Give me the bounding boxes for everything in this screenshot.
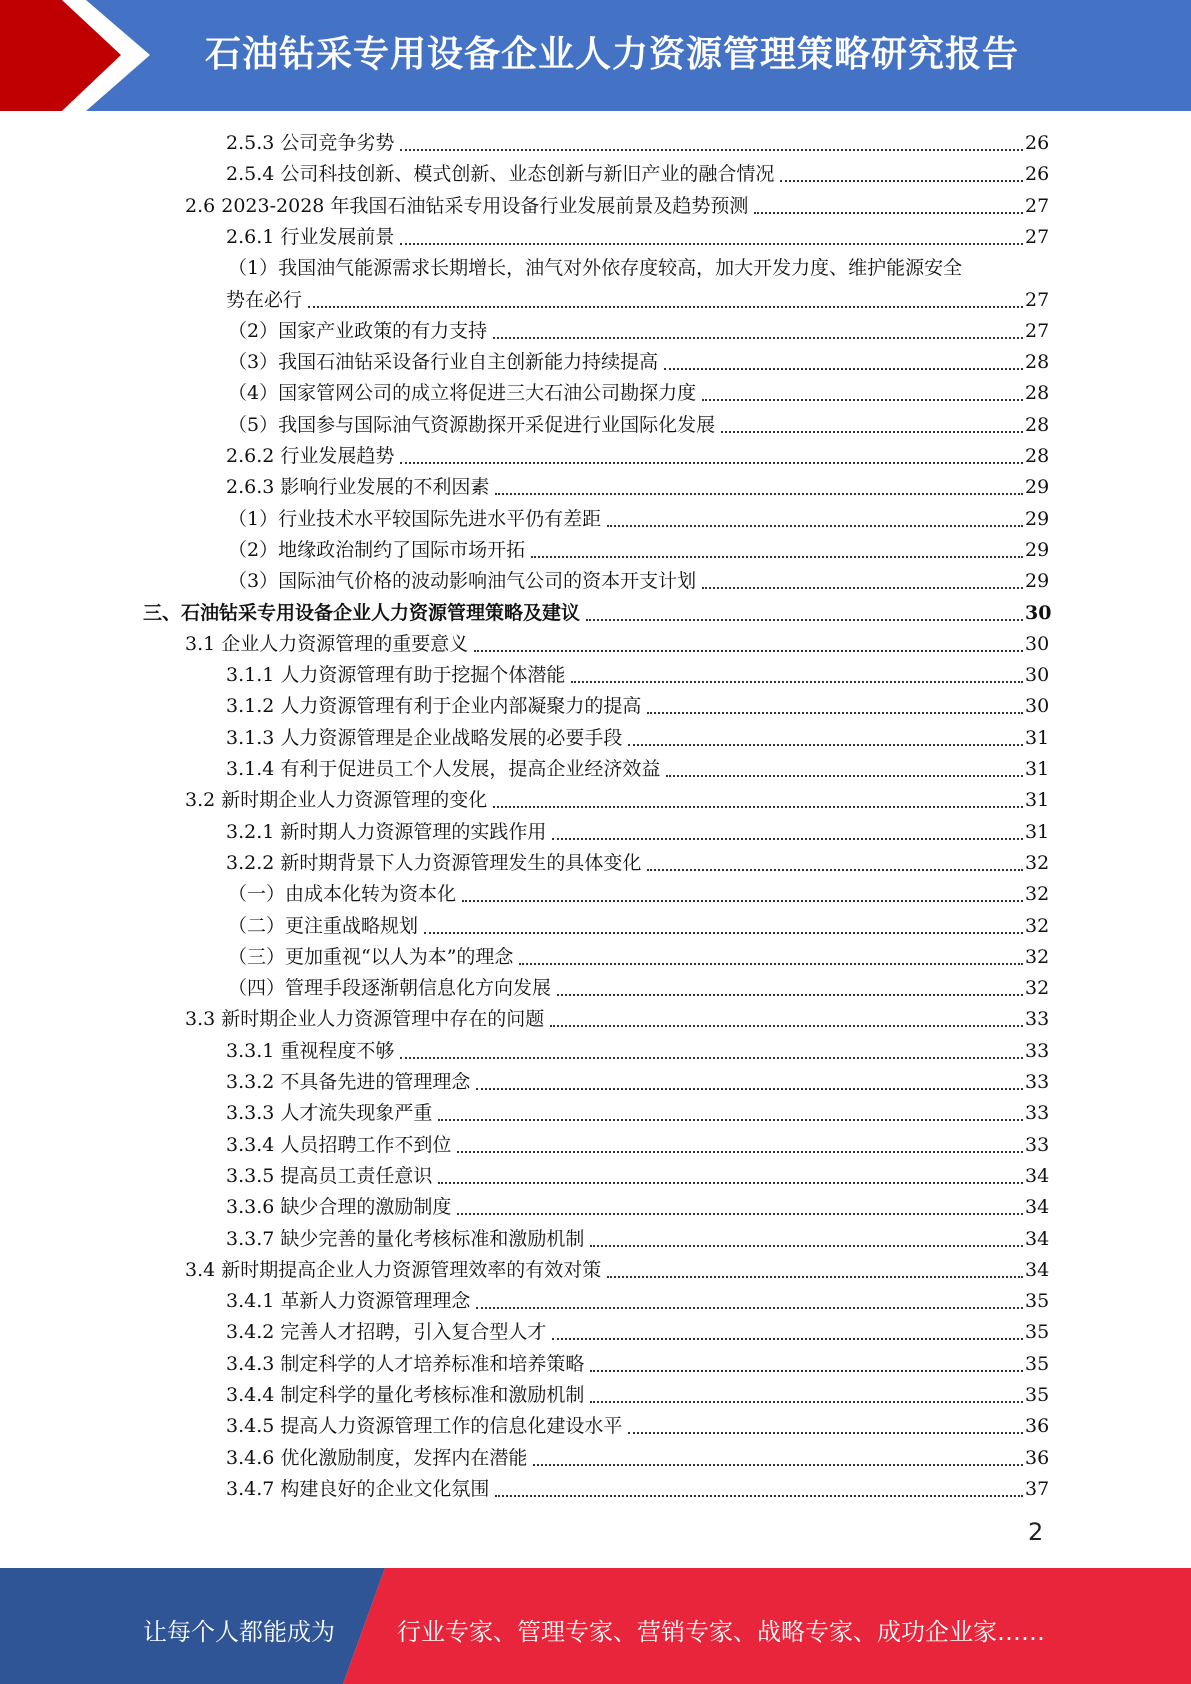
toc-entry[interactable] [226,723,1050,754]
toc-entry-title: 2.5.3 公司竞争劣势 [226,132,395,154]
toc-page-number: 32 [1025,914,1050,937]
toc-page-number: 30 [1025,695,1050,718]
toc-entry[interactable] [185,1255,1050,1286]
toc-dot-leader [647,712,1023,714]
toc-entry[interactable] [185,785,1050,816]
toc-dot-leader [590,1401,1023,1403]
toc-dot-leader [557,994,1023,996]
toc-page-number: 33 [1025,1008,1050,1031]
toc-entry[interactable] [228,535,1050,566]
toc-entry-title: 3.4.4 制定科学的量化考核标准和激励机制 [226,1384,585,1406]
toc-page-number: 27 [1025,194,1050,217]
toc-entry-title: （3）我国石油钻采设备行业自主创新能力持续提高 [228,351,659,374]
toc-dot-leader [780,180,1023,182]
toc-page-number: 28 [1025,413,1050,436]
toc-page-number: 33 [1025,1071,1050,1093]
toc-entry[interactable] [228,566,1050,597]
toc-dot-leader [400,462,1023,464]
toc-dot-leader [400,149,1023,151]
toc-page-number: 27 [1025,288,1050,311]
toc-entry-title: 3.4.7 构建良好的企业文化氛围 [226,1477,490,1500]
toc-dot-leader [519,963,1023,965]
toc-entry-title: （1）行业技术水平较国际先进水平仍有差距 [228,507,602,530]
toc-dot-leader [495,1495,1023,1497]
toc-page-number: 26 [1025,132,1050,154]
toc-entry-title: 3.4.2 完善人才招聘，引入复合型人才 [226,1321,547,1344]
toc-dot-leader [607,525,1023,527]
toc-entry-title: （4）国家管网公司的成立将促进三大石油公司勘探力度 [228,382,697,405]
toc-entry[interactable] [228,879,1050,910]
toc-page-number: 36 [1025,1446,1050,1469]
toc-dot-leader [400,243,1023,245]
toc-page-number: 32 [1025,851,1050,874]
toc-entry[interactable] [226,1098,1050,1129]
toc-page-number: 27 [1025,225,1050,248]
toc-dot-leader [552,1338,1023,1340]
toc-dot-leader [495,493,1023,495]
report-footer [0,1568,1191,1684]
toc-entry[interactable] [185,191,1050,222]
toc-page-number: 26 [1025,163,1050,186]
toc-entry[interactable] [226,285,1050,316]
toc-dot-leader [607,1276,1023,1278]
toc-entry-title: 3.1.4 有利于促进员工个人发展，提高企业经济效益 [226,758,661,780]
toc-dot-leader [476,1307,1023,1309]
toc-page-number: 31 [1025,758,1050,780]
toc-page-number: 31 [1025,789,1050,812]
toc-dot-leader [571,681,1023,683]
toc-page-number: 30 [1025,601,1052,624]
page-number: 2 [1028,1518,1044,1546]
toc-dot-leader [308,306,1023,308]
toc-entry[interactable] [226,1443,1050,1474]
toc-page-number: 31 [1025,726,1050,749]
toc-page-number: 28 [1025,445,1050,467]
report-header [0,0,1191,111]
toc-entry[interactable] [226,1036,1050,1067]
toc-entry-title: 2.6.2 行业发展趋势 [226,445,395,467]
toc-entry-title: 3.4.6 优化激励制度，发挥内在潜能 [226,1446,528,1469]
toc-dot-leader [438,1119,1023,1121]
toc-entry[interactable] [185,629,1050,660]
toc-entry[interactable] [228,911,1050,942]
toc-dot-leader [424,932,1023,934]
toc-dot-leader [400,1057,1023,1059]
toc-entry[interactable] [185,1004,1050,1035]
toc-entry-title: 2.6 2023-2028 年我国石油钻采专用设备行业发展前景及趋势预测 [185,194,749,217]
toc-entry-title: 2.6.1 行业发展前景 [226,225,395,248]
toc-page-number: 36 [1025,1415,1050,1438]
toc-entry[interactable] [143,598,1052,629]
toc-entry-title: 三、石油钻采专用设备企业人力资源管理策略及建议 [143,601,581,624]
toc-dot-leader [666,775,1023,777]
toc-page-number: 30 [1025,664,1050,687]
toc-entry[interactable] [226,1474,1050,1505]
toc-entry[interactable] [226,1224,1050,1255]
toc-dot-leader [438,1182,1023,1184]
toc-entry[interactable] [226,1286,1050,1317]
toc-entry-title: （一）由成本化转为资本化 [228,883,457,906]
toc-entry[interactable] [228,316,1050,347]
toc-dot-leader [721,431,1023,433]
toc-entry[interactable] [226,128,1050,159]
toc-entry-title: （四）管理手段逐渐朝信息化方向发展 [228,977,552,1000]
toc-dot-leader [493,337,1023,339]
toc-entry-title: 3.4.5 提高人力资源管理工作的信息化建设水平 [226,1415,623,1438]
toc-entry[interactable] [226,1317,1050,1348]
toc-entry-title: 3.2 新时期企业人力资源管理的变化 [185,789,488,812]
toc-page-number: 29 [1025,476,1050,499]
toc-entry[interactable] [226,1192,1050,1223]
toc-page-number: 29 [1025,507,1050,530]
toc-entry-title: 3.1.2 人力资源管理有利于企业内部凝聚力的提高 [226,695,642,718]
toc-entry-title: （三）更加重视“以人为本”的理念 [228,945,514,968]
toc-page-number: 33 [1025,1039,1050,1062]
toc-dot-leader [702,399,1023,401]
toc-entry[interactable] [226,848,1050,879]
toc-dot-leader [590,1245,1023,1247]
toc-entry-title: （3）国际油气价格的波动影响油气公司的资本开支计划 [228,570,697,593]
toc-entry[interactable] [226,754,1050,785]
toc-page-number: 32 [1025,883,1050,906]
toc-entry[interactable] [226,691,1050,722]
toc-page-number: 29 [1025,570,1050,593]
toc-entry-title: 3.2.2 新时期背景下人力资源管理发生的具体变化 [226,851,642,874]
toc-entry-title: （2）国家产业政策的有力支持 [228,319,488,342]
toc-dot-leader [533,1464,1023,1466]
toc-entry-title: 3.2.1 新时期人力资源管理的实践作用 [226,820,547,843]
toc-entry-title: 3.3.3 人才流失现象严重 [226,1102,433,1125]
toc-entry[interactable] [228,347,1050,378]
toc-dot-leader [531,556,1023,558]
toc-page-number: 32 [1025,977,1050,1000]
toc-entry[interactable] [226,1380,1050,1411]
toc-entry[interactable] [226,817,1050,848]
toc-entry-title: （5）我国参与国际油气资源勘探开采促进行业国际化发展 [228,413,716,436]
toc-entry[interactable] [228,410,1050,441]
toc-entry[interactable] [226,472,1050,503]
toc-page-number: 31 [1025,820,1050,843]
toc-dot-leader [476,1088,1023,1090]
toc-entry[interactable] [226,1130,1050,1161]
toc-page-number: 32 [1025,945,1050,968]
toc-page-number: 28 [1025,351,1050,374]
toc-page-number: 27 [1025,319,1050,342]
toc-dot-leader [628,1432,1023,1434]
toc-entry-title: 3.3 新时期企业人力资源管理中存在的问题 [185,1008,545,1031]
toc-entry-title: 3.4.3 制定科学的人才培养标准和培养策略 [226,1352,585,1375]
toc-entry-title: 3.1.3 人力资源管理是企业战略发展的必要手段 [226,726,623,749]
toc-dot-leader [647,869,1023,871]
toc-page-number: 35 [1025,1321,1050,1344]
toc-entry-title: （二）更注重战略规划 [228,914,419,937]
toc-page-number: 34 [1025,1196,1050,1219]
toc-dot-leader [493,806,1023,808]
toc-dot-leader [754,212,1023,214]
toc-dot-leader [702,587,1023,589]
toc-page-number: 37 [1025,1477,1050,1500]
toc-entry-title: 势在必行 [226,288,303,311]
toc-entry-title: 3.3.7 缺少完善的量化考核标准和激励机制 [226,1227,585,1250]
toc-entry[interactable] [228,504,1050,535]
toc-dot-leader [457,1151,1023,1153]
toc-page-number: 34 [1025,1227,1050,1250]
toc-entry-title: 3.3.2 不具备先进的管理理念 [226,1071,471,1093]
toc-entry[interactable] [226,159,1050,190]
toc-dot-leader [457,1213,1023,1215]
report-title: 石油钻采专用设备企业人力资源管理策略研究报告 [205,34,1020,75]
toc-dot-leader [590,1370,1023,1372]
toc-entry[interactable] [228,378,1050,409]
toc-page-number: 29 [1025,538,1050,561]
footer-slogan-left: 让每个人都能成为 [143,1618,335,1646]
toc-entry-title: 3.4 新时期提高企业人力资源管理效率的有效对策 [185,1258,602,1281]
toc-entry-title: 2.6.3 影响行业发展的不利因素 [226,476,490,499]
toc-page-number: 34 [1025,1164,1050,1187]
toc-dot-leader [462,900,1023,902]
toc-page-number: 35 [1025,1352,1050,1375]
toc-entry-title: （1）我国油气能源需求长期增长，油气对外依存度较高，加大开发力度、维护能源安全 [228,257,963,280]
toc-entry[interactable] [226,1349,1050,1380]
toc-entry-title: 2.5.4 公司科技创新、模式创新、业态创新与新旧产业的融合情况 [226,163,775,186]
toc-page-number: 33 [1025,1133,1050,1156]
toc-dot-leader [552,838,1023,840]
toc-page-number: 35 [1025,1290,1050,1313]
toc-page-number: 35 [1025,1384,1050,1406]
toc-entry[interactable] [226,1161,1050,1192]
toc-dot-leader [474,650,1023,652]
toc-entry[interactable] [226,1411,1050,1442]
toc-entry-title: 3.1 企业人力资源管理的重要意义 [185,632,469,655]
toc-dot-leader [586,619,1023,621]
toc-page-number: 34 [1025,1258,1050,1281]
toc-entry[interactable] [228,973,1050,1004]
footer-slogan-right: 行业专家、管理专家、营销专家、战略专家、成功企业家…… [397,1618,1045,1646]
toc-dot-leader [550,1025,1023,1027]
toc-entry-title: 3.4.1 革新人力资源管理理念 [226,1290,471,1313]
toc-entry-title: 3.3.6 缺少合理的激励制度 [226,1196,452,1219]
toc-entry[interactable] [228,942,1050,973]
toc-entry[interactable] [226,222,1050,253]
toc-dot-leader [628,744,1023,746]
toc-entry[interactable] [228,253,1047,284]
toc-page-number: 30 [1025,632,1050,655]
toc-page-number: 33 [1025,1102,1050,1125]
toc-page-number: 28 [1025,382,1050,405]
toc-entry[interactable] [226,660,1050,691]
toc-entry-title: 3.1.1 人力资源管理有助于挖掘个体潜能 [226,664,566,687]
toc-entry[interactable] [226,1067,1050,1098]
toc-entry-title: 3.3.5 提高员工责任意识 [226,1164,433,1187]
toc-dot-leader [664,368,1023,370]
toc-entry-title: 3.3.1 重视程度不够 [226,1039,395,1062]
toc-entry-title: 3.3.4 人员招聘工作不到位 [226,1133,452,1156]
toc-entry-title: （2）地缘政治制约了国际市场开拓 [228,538,526,561]
toc-entry[interactable] [226,441,1050,472]
